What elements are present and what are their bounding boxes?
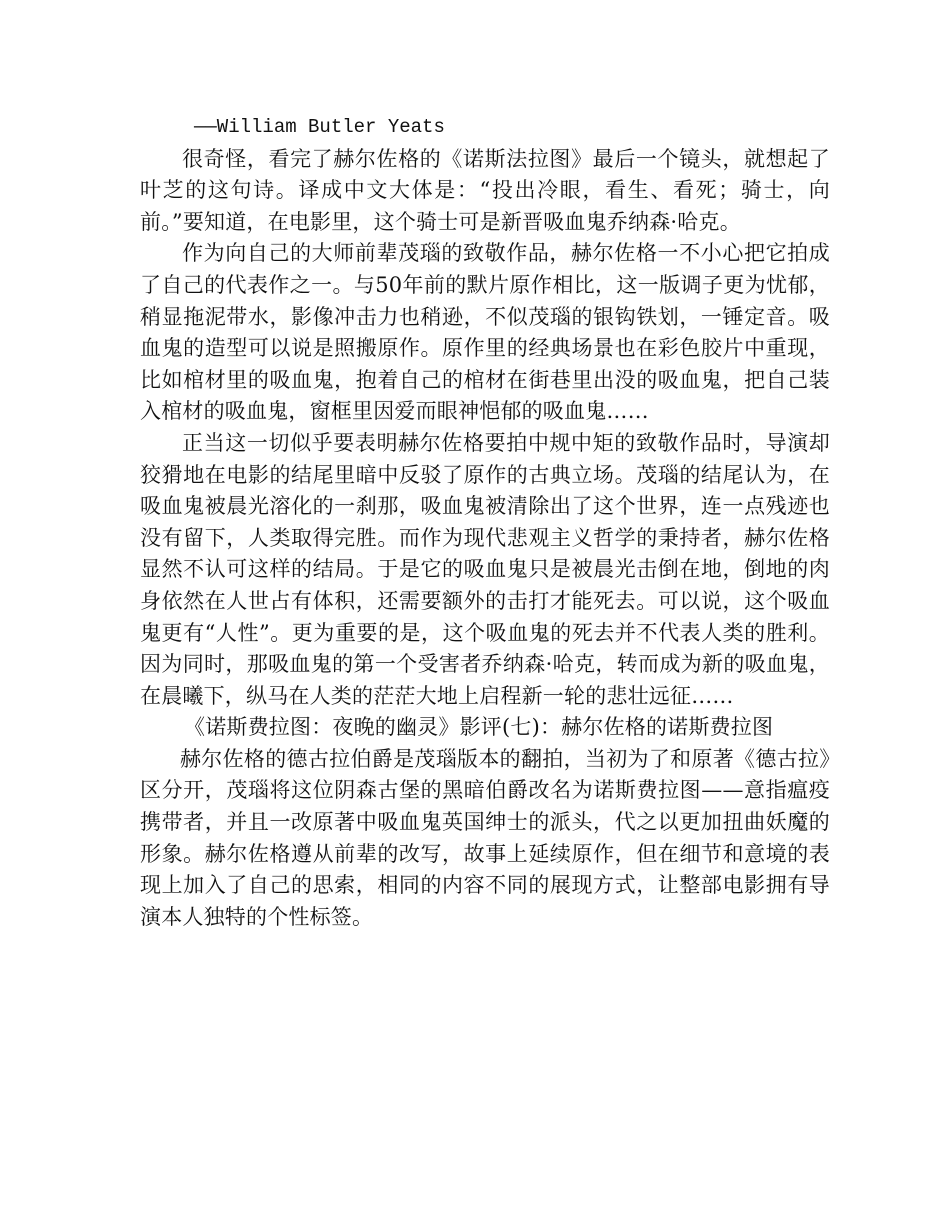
paragraph-intro: 很奇怪，看完了赫尔佐格的《诺斯法拉图》最后一个镜头，就想起了叶芝的这句诗。译成中文大体是：“投出冷眼，看生、看死；骑士，向前。”要知道，在电影里，这个骑士可是新晋吸血鬼乔纳森·哈克。 — [140, 146, 830, 234]
article-body — [140, 112, 830, 933]
review-subtitle: 《诺斯费拉图：夜晚的幽灵》影评(七)：赫尔佐格的诺斯费拉图 — [184, 715, 774, 740]
paragraph-remake: 赫尔佐格的德古拉伯爵是茂瑙版本的翻拍，当初为了和原著《德古拉》区分开，茂瑙将这位阴森古堡的黑暗伯爵改名为诺斯费拉图——意指瘟疫携带者，并且一改原著中吸血鬼英国绅士的派头，代之以更加扭曲妖魔的形象。赫尔佐格遵从前辈的改写，故事上延续原作，但在细节和意境的表现上加入了自己的思索，相同的内容不同的展现方式，让整部电影拥有导演本人独特的个性标签。 — [140, 746, 830, 929]
paragraph-ending: 正当这一切似乎要表明赫尔佐格要拍中规中矩的致敬作品时，导演却狡猾地在电影的结尾里暗中反驳了原作的古典立场。茂瑙的结尾认为，在吸血鬼被晨光溶化的一刹那，吸血鬼被清除出了这个世界，连一点残迹也没有留下，人类取得完胜。而作为现代悲观主义哲学的秉持者，赫尔佐格显然不认可这样的结局。于是它的吸血鬼只是被晨光击倒在地，倒地的肉身依然在人世占有体积，还需要额外的击打才能死去。可以说，这个吸血鬼更有“人性”。更为重要的是，这个吸血鬼的死去并不代表人类的胜利。因为同时，那吸血鬼的第一个受害者乔纳森·哈克，转而成为新的吸血鬼，在晨曦下，纵马在人类的茫茫大地上启程新一轮的悲壮远征…… — [140, 430, 830, 708]
paragraph-homage: 作为向自己的大师前辈茂瑙的致敬作品，赫尔佐格一不小心把它拍成了自己的代表作之一。与50年前的默片原作相比，这一版调子更为忧郁，稍显拖泥带水，影像冲击力也稍逊，不似茂瑙的银钩铁划，一锤定音。吸血鬼的造型可以说是照搬原作。原作里的经典场景也在彩色胶片中重现，比如棺材里的吸血鬼，抱着自己的棺材在街巷里出没的吸血鬼，把自己装入棺材的吸血鬼，窗框里因爱而眼神悒郁的吸血鬼…… — [140, 241, 830, 424]
epigraph-attribution: ——William Butler Yeats — [194, 116, 445, 138]
